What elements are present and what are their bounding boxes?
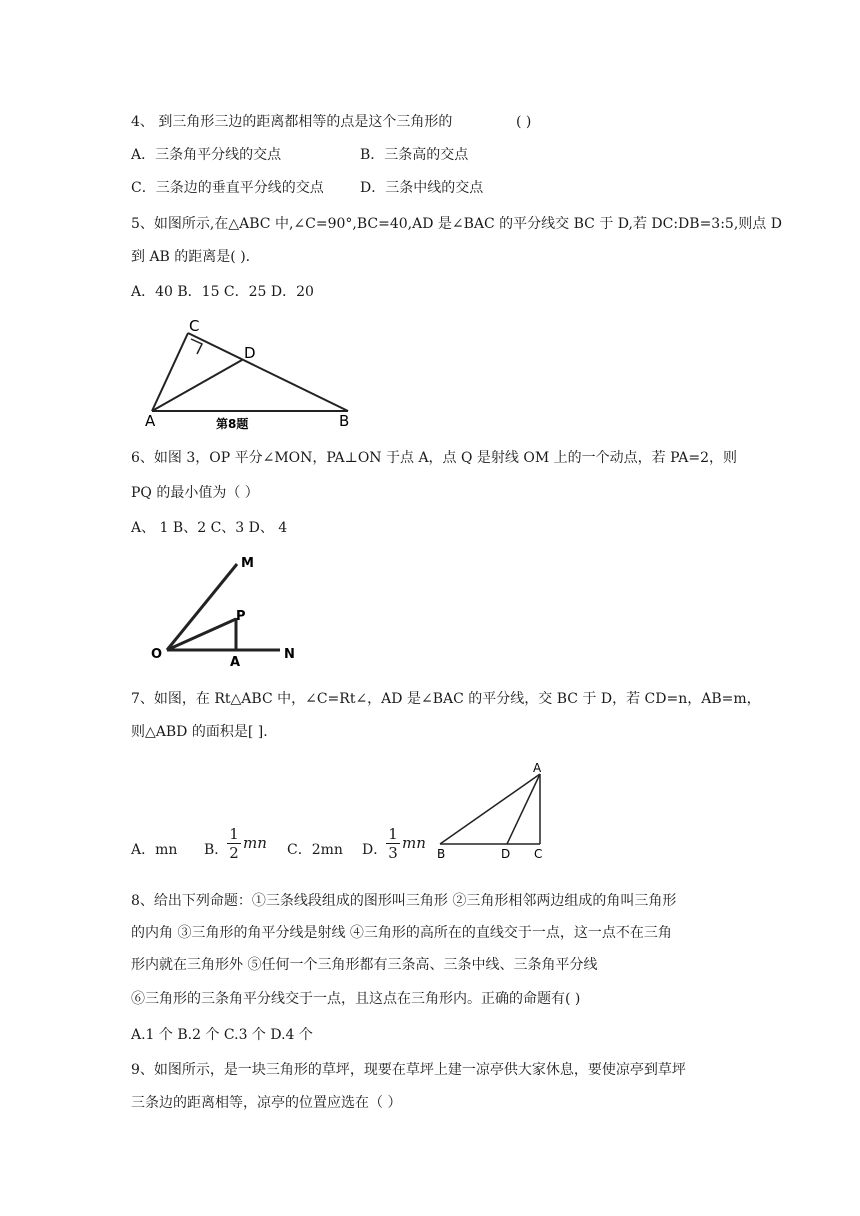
- q7-label-c: C: [534, 847, 543, 861]
- q5-line-2: 到 AB 的距离是( ).: [131, 249, 251, 265]
- q7-fraction-d: [386, 826, 400, 861]
- q4-option-b: B．三条高的交点: [360, 147, 469, 163]
- q5-label-c: C: [189, 317, 200, 335]
- q5-label-b: B: [339, 412, 350, 430]
- q8-line-2: 的内角 ③三角形的角平分线是射线 ④三角形的高所在的直线交于一点，这一点不在三角: [131, 925, 672, 941]
- q5-triangle-figure: [140, 312, 360, 432]
- q7-fraction-b-numerator: 1: [229, 825, 239, 843]
- q6-angle-figure: [145, 550, 305, 670]
- q6-label-o: O: [151, 647, 163, 662]
- q7-line-2: 则△ABD 的面积是[ ].: [131, 724, 268, 740]
- q6-label-m: M: [241, 556, 254, 571]
- q7-fraction-b: [227, 826, 241, 861]
- q5-label-d: D: [244, 344, 256, 362]
- q5-figure-caption: 第8题: [216, 417, 249, 431]
- q5-label-a: A: [145, 412, 156, 430]
- q7-right-triangle-figure: [434, 760, 564, 864]
- q7-fraction-d-variable: mn: [402, 834, 426, 852]
- q7-option-d: D．: [362, 842, 388, 858]
- q5-options: A．40 B．15 C．25 D．20: [131, 284, 314, 300]
- q7-label-a: A: [533, 761, 542, 775]
- q4-stem: 4、 到三角形三边的距离都相等的点是这个三角形的: [131, 114, 453, 130]
- q7-fraction-b-variable: mn: [243, 834, 267, 852]
- q7-label-d: D: [501, 847, 511, 861]
- q7-line-1: 7、如图，在 Rt△ABC 中，∠C=Rt∠，AD 是∠BAC 的平分线，交 BC 于 D，若 CD=n，AB=m，: [131, 691, 761, 707]
- q9-line-2: 三条边的距离相等，凉亭的位置应选在（ ）: [131, 1095, 402, 1111]
- q7-fraction-d-numerator: 1: [388, 825, 398, 843]
- q6-options: A、 1 B、2 C、3 D、 4: [131, 520, 288, 536]
- q4-answer-paren: ( ): [516, 114, 532, 130]
- q7-option-a: A．mn: [131, 842, 178, 858]
- q6-line-1: 6、如图 3，OP 平分∠MON，PA⊥ON 于点 A，点 Q 是射线 OM 上的一个动点，若 PA=2，则: [131, 450, 737, 466]
- q6-label-n: N: [284, 647, 295, 662]
- q8-line-1: 8、给出下列命题：①三条线段组成的图形叫三角形 ②三角形相邻两边组成的角叫三角形: [131, 893, 677, 909]
- q4-option-c: C．三条边的垂直平分线的交点: [131, 180, 324, 196]
- q9-line-1: 9、如图所示，是一块三角形的草坪，现要在草坪上建一凉亭供大家休息，要使凉亭到草坪: [131, 1062, 686, 1078]
- q4-option-d: D．三条中线的交点: [360, 180, 484, 196]
- q6-label-a: A: [230, 655, 241, 670]
- q7-option-b: B．: [204, 842, 229, 858]
- q4-option-a: A．三条角平分线的交点: [131, 147, 282, 163]
- q8-line-3: 形内就在三角形外 ⑤任何一个三角形都有三条高、三条中线、三条角平分线: [131, 957, 598, 973]
- q6-line-2: PQ 的最小值为（ ）: [131, 485, 259, 501]
- q6-label-p: P: [236, 609, 246, 624]
- q7-fraction-b-denominator: 2: [229, 844, 239, 862]
- q8-options: A.1 个 B.2 个 C.3 个 D.4 个: [131, 1027, 313, 1043]
- q7-fraction-d-denominator: 3: [388, 844, 398, 862]
- q8-line-4: ⑥三角形的三条角平分线交于一点，且这点在三角形内。正确的命题有( ): [131, 991, 581, 1007]
- q5-line-1: 5、如图所示,在△ABC 中,∠C=90°,BC=40,AD 是∠BAC 的平分线交 BC 于 D,若 DC:DB=3:5,则点 D: [131, 216, 782, 232]
- q7-option-c: C．2mn: [287, 842, 343, 858]
- q7-label-b: B: [437, 847, 446, 861]
